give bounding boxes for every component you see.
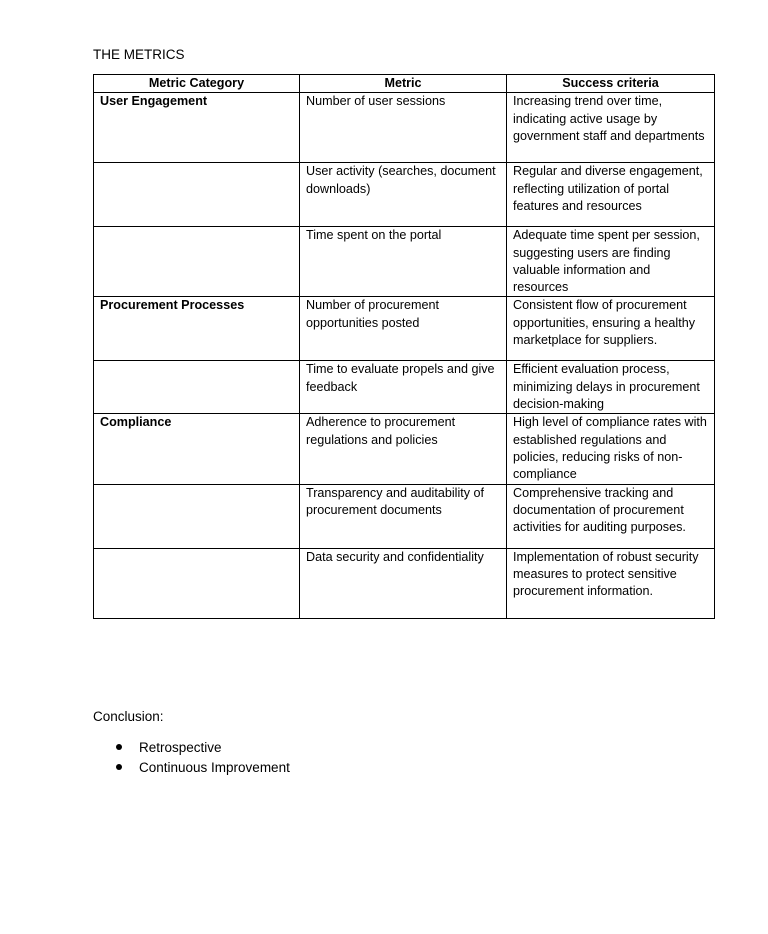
- criteria-cell: Consistent flow of procurement opportunities, ensuring a healthy marketplace for suppliers.: [507, 297, 715, 361]
- list-item-text: Retrospective: [139, 740, 222, 755]
- column-header-metric: Metric: [300, 75, 507, 93]
- metric-cell: Adherence to procurement regulations and policies: [300, 414, 507, 484]
- metric-cell: Time to evaluate propels and give feedback: [300, 361, 507, 414]
- metric-cell: Transparency and auditability of procurement documents: [300, 484, 507, 548]
- category-cell: Compliance: [94, 414, 300, 484]
- table-row: [94, 548, 715, 618]
- criteria-cell: Adequate time spent per session, suggesting users are finding valuable information and resources: [507, 227, 715, 297]
- column-header-category: Metric Category: [94, 75, 300, 93]
- list-item-text: Continuous Improvement: [139, 759, 290, 775]
- metric-cell: Number of procurement opportunities posted: [300, 297, 507, 361]
- conclusion-label: Conclusion:: [93, 709, 164, 724]
- criteria-cell: Regular and diverse engagement, reflecting utilization of portal features and resources: [507, 163, 715, 227]
- criteria-cell: Implementation of robust security measures to protect sensitive procurement information.: [507, 548, 715, 618]
- table-header-row: [94, 75, 715, 93]
- bullet-icon: [116, 764, 122, 770]
- criteria-cell: Comprehensive tracking and documentation of procurement activities for auditing purposes.: [507, 484, 715, 548]
- table-row: [94, 227, 715, 297]
- criteria-cell: Efficient evaluation process, minimizing delays in procurement decision-making: [507, 361, 715, 414]
- list-item: [93, 738, 290, 758]
- list-item: [93, 758, 290, 778]
- table-row: [94, 484, 715, 548]
- category-cell: User Engagement: [94, 93, 300, 163]
- table-row: [94, 414, 715, 484]
- criteria-cell: Increasing trend over time, indicating active usage by government staff and departments: [507, 93, 715, 163]
- table-row: [94, 297, 715, 361]
- metrics-table: [93, 74, 715, 619]
- bullet-icon: [116, 744, 122, 750]
- table-row: [94, 93, 715, 163]
- category-cell: [94, 548, 300, 618]
- category-cell: [94, 227, 300, 297]
- category-cell: [94, 163, 300, 227]
- criteria-cell: High level of compliance rates with established regulations and policies, reducing risks of non-compliance: [507, 414, 715, 484]
- category-cell: [94, 361, 300, 414]
- section-heading: THE METRICS: [93, 47, 185, 62]
- category-cell: Procurement Processes: [94, 297, 300, 361]
- table-row: [94, 163, 715, 227]
- category-cell: [94, 484, 300, 548]
- metric-cell: User activity (searches, document downloads): [300, 163, 507, 227]
- metric-cell: Data security and confidentiality: [300, 548, 507, 618]
- table-row: [94, 361, 715, 414]
- metric-cell: Time spent on the portal: [300, 227, 507, 297]
- metric-cell: Number of user sessions: [300, 93, 507, 163]
- column-header-success-criteria: Success criteria: [507, 75, 715, 93]
- conclusion-list: [93, 738, 290, 777]
